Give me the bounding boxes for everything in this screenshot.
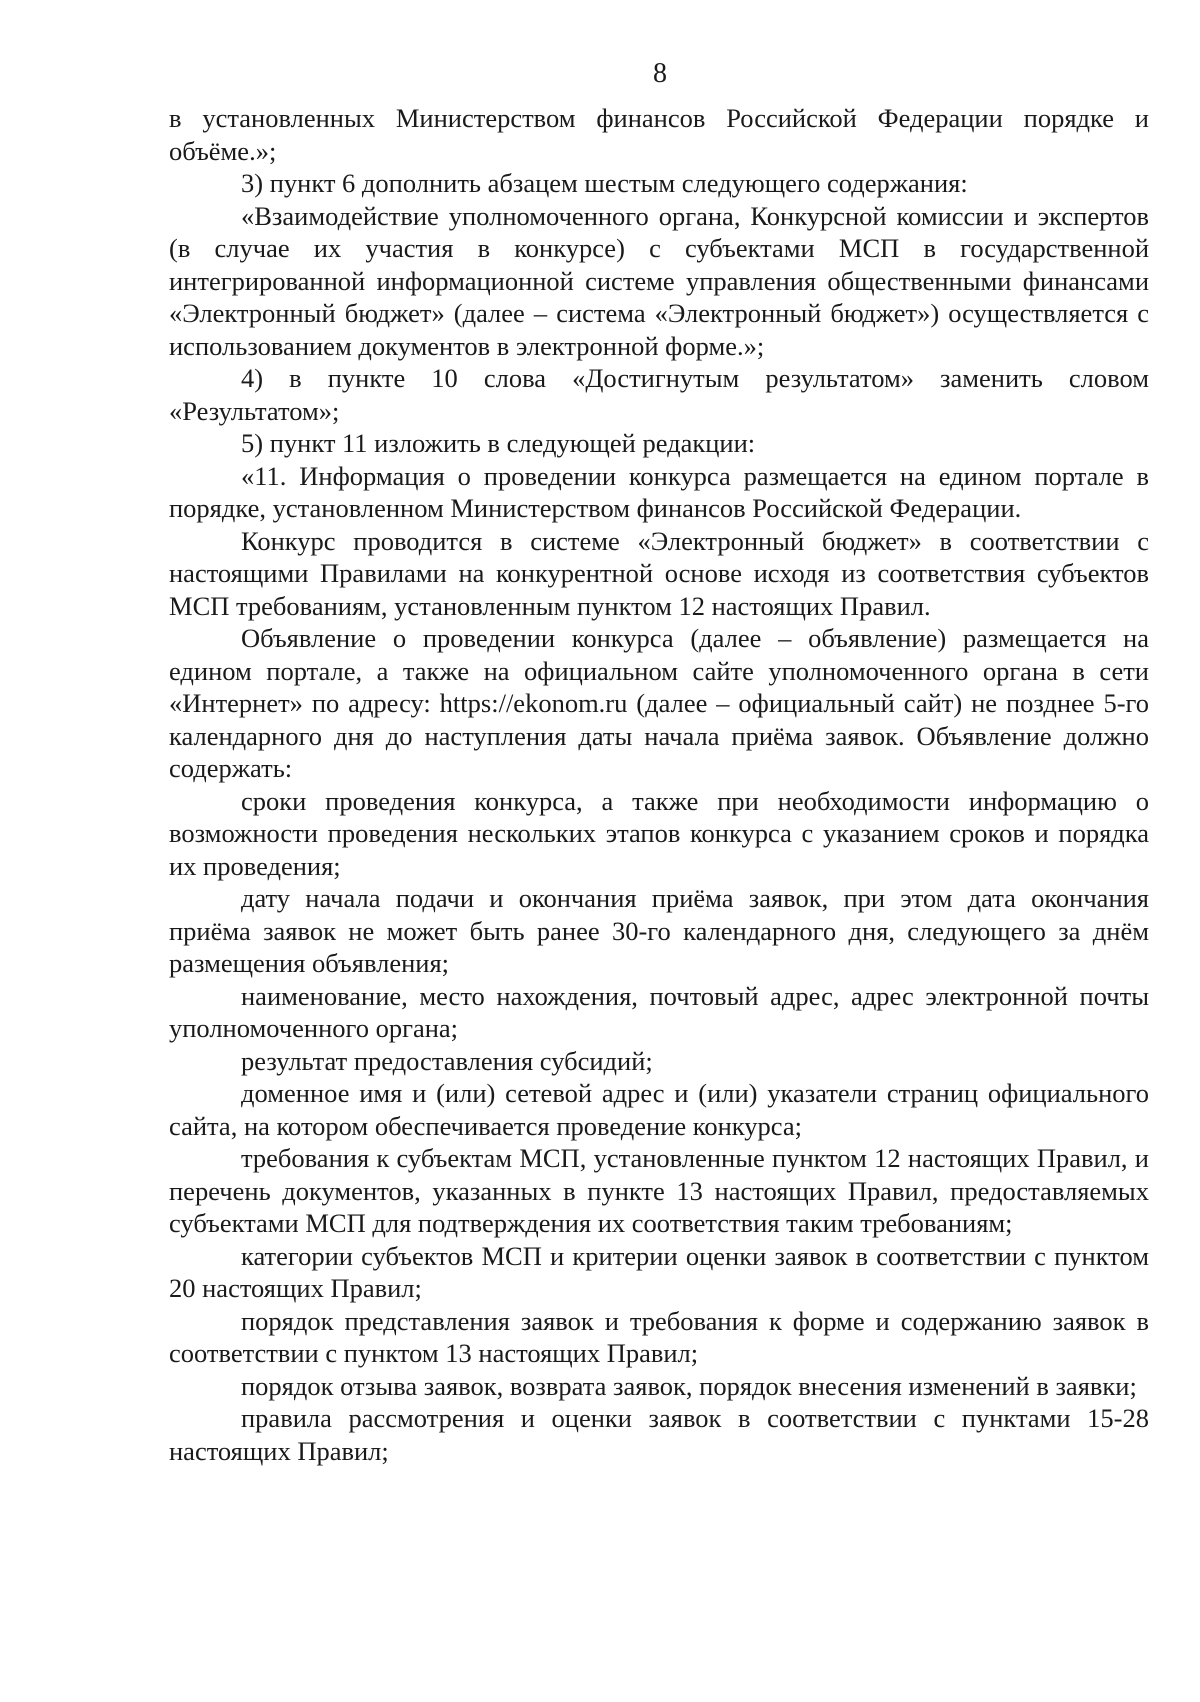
paragraph-15: порядок представления заявок и требования к форме и содержанию заявок в соответствии с пунктом 13 настоящих Правил; [169, 1305, 1149, 1368]
document-body [169, 102, 1149, 1467]
paragraph-14: категории субъектов МСП и критерии оценки заявок в соответствии с пунктом 20 настоящих Правил; [169, 1240, 1149, 1303]
paragraph-12: доменное имя и (или) сетевой адрес и (или) указатели страниц официального сайта, на котором обеспечивается проведение конкурса; [169, 1078, 1149, 1141]
paragraph-17: правила рассмотрения и оценки заявок в соответствии с пунктами 15-28 настоящих Правил; [169, 1403, 1149, 1466]
paragraph-6: Конкурс проводится в системе «Электронный бюджет» в соответствии с настоящими Правилами на конкурентной основе исходя из соответствия субъектов МСП требованиям, установленным пунктом 12 настоящих Правил. [169, 525, 1149, 621]
paragraph-11: результат предоставления субсидий; [241, 1045, 653, 1076]
paragraph-0: в установленных Министерством финансов Российской Федерации порядке и объёме.»; [169, 103, 1149, 166]
paragraph-16: порядок отзыва заявок, возврата заявок, порядок внесения изменений в заявки; [241, 1370, 1137, 1401]
paragraph-8: сроки проведения конкурса, а также при необходимости информацию о возможности проведения нескольких этапов конкурса с указанием сроков и порядка их проведения; [169, 785, 1149, 881]
paragraph-1: 3) пункт 6 дополнить абзацем шестым следующего содержания: [241, 168, 968, 198]
paragraph-3: 4) в пункте 10 слова «Достигнутым результатом» заменить словом «Результатом»; [169, 363, 1149, 426]
paragraph-7: Объявление о проведении конкурса (далее – объявление) размещается на едином портале, а также на официальном сайте уполномоченного органа в сети «Интернет» по адресу: https://ekonom.ru (далее – официальный сайт) не позднее 5-го календарного дня до наступления даты начала приёма заявок. Объявление должно содержать: [169, 623, 1149, 783]
paragraph-13: требования к субъектам МСП, установленные пунктом 12 настоящих Правил, и перечень документов, указанных в пункте 13 настоящих Правил, предоставляемых субъектами МСП для подтверждения их соответствия таким требованиям; [169, 1143, 1149, 1238]
paragraph-4: 5) пункт 11 изложить в следующей редакции: [241, 428, 756, 458]
paragraph-2: «Взаимодействие уполномоченного органа, Конкурсной комиссии и экспертов (в случае их участия в конкурсе) с субъектами МСП в государственной интегрированной информационной системе управления общественными финансами «Электронный бюджет» (далее – система «Электронный бюджет») осуществляется с использованием документов в электронной форме.»; [169, 200, 1149, 361]
paragraph-9: дату начала подачи и окончания приёма заявок, при этом дата окончания приёма заявок не может быть ранее 30-го календарного дня, следующего за днём размещения объявления; [169, 883, 1149, 978]
paragraph-5: «11. Информация о проведении конкурса размещается на едином портале в порядке, установленном Министерством финансов Российской Федерации. [169, 460, 1149, 523]
paragraph-10: наименование, место нахождения, почтовый адрес, адрес электронной почты уполномоченного органа; [169, 980, 1149, 1043]
page-number: 8 [653, 58, 667, 89]
